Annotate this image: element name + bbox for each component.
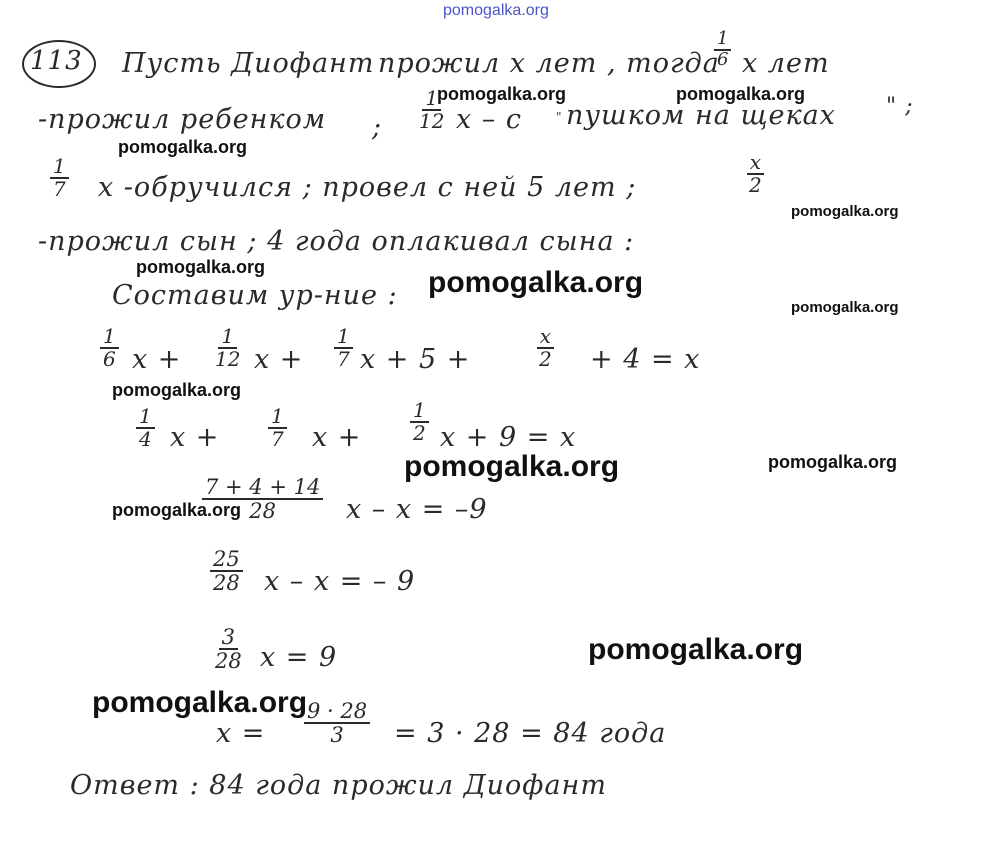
eq6-frac: $\frac{9 \cdot 28}{3}$ <box>304 700 370 746</box>
eq2-frac-1-4: $\frac{1}{4}$ <box>136 406 155 450</box>
eq3-frac: $\frac{7 + 4 + 14}{28}$ <box>202 476 323 522</box>
eq1-frac-1-12: $\frac{1}{12}$ <box>215 324 241 371</box>
line1-middle: прожил x лет , тогда <box>378 48 720 79</box>
watermark: pomogalka.org <box>136 257 266 277</box>
eq6-lhs: x = <box>216 718 266 749</box>
problem-number: 113 <box>30 46 83 76</box>
watermark: pomogalka.org <box>791 203 899 220</box>
watermark: pomogalka.org <box>437 84 567 104</box>
eq1-part2: x + <box>254 344 304 375</box>
fraction-1-7: $\frac{1}{7}$ <box>50 156 69 200</box>
eq5-rest: x = 9 <box>260 642 338 673</box>
line1-start: Пусть Диофант <box>122 48 375 79</box>
answer: Ответ : 84 года прожил Диофант <box>70 770 607 801</box>
watermark: pomogalka.org <box>118 137 248 157</box>
eq1-frac-1-7: $\frac{1}{7}$ <box>334 326 353 370</box>
eq2-frac-1-2: $\frac{1}{2}$ <box>410 400 429 444</box>
watermark: pomogalka.org <box>92 686 308 719</box>
fraction-x-2: $\frac{x}{2}$ <box>746 152 765 196</box>
watermark: pomogalka.org <box>112 500 242 520</box>
eq1-part3: x + 5 + <box>360 344 471 375</box>
eq5-frac: $\frac{3}{28}$ <box>215 625 242 674</box>
watermark: pomogalka.org <box>404 450 620 483</box>
watermark: pomogalka.org <box>791 299 899 316</box>
watermark: pomogalka.org <box>428 266 644 299</box>
eq1-part1: x + <box>132 344 182 375</box>
line2-start: -прожил ребенком <box>38 104 327 135</box>
eq2-part1: x + <box>170 422 220 453</box>
eq4-rest: x – x = – 9 <box>264 566 416 597</box>
eq6-rhs: = 3 · 28 = 84 года <box>394 718 667 749</box>
line3: x -обручился ; провел с ней 5 лет ; <box>98 172 637 203</box>
line2-middle: x – с <box>456 104 523 135</box>
watermark: pomogalka.org <box>768 452 898 472</box>
fraction-1-12: $\frac{1}{12}$ <box>419 86 445 133</box>
eq2-frac-1-7: $\frac{1}{7}$ <box>268 406 287 450</box>
eq3-rest: x – x = –9 <box>346 494 488 525</box>
eq2-part2: x + <box>312 422 362 453</box>
eq2-part3: x + 9 = x <box>440 422 577 453</box>
line4: -прожил сын ; 4 года оплакивал сына : <box>38 226 635 257</box>
eq1-frac-1-6: $\frac{1}{6}$ <box>100 326 119 370</box>
line2-semicolon: ; <box>372 112 383 143</box>
eq1-frac-x-2: $\frac{x}{2}$ <box>536 326 555 370</box>
fraction-1-6: $\frac{1}{6}$ <box>714 30 731 70</box>
line2-close: " ; <box>886 94 914 119</box>
line5: Составим ур-ние : <box>112 280 398 311</box>
watermark-top: pomogalka.org <box>443 2 549 19</box>
eq4-frac: $\frac{25}{28}$ <box>210 548 243 594</box>
watermark: pomogalka.org <box>676 84 806 104</box>
watermark: pomogalka.org <box>588 633 804 666</box>
line2-end: пушком на щеках <box>566 100 836 131</box>
eq1-part4: + 4 = x <box>590 344 701 375</box>
watermark: pomogalka.org <box>112 380 242 400</box>
line1-end: x лет <box>742 48 830 79</box>
line2-quote: " <box>556 110 563 124</box>
